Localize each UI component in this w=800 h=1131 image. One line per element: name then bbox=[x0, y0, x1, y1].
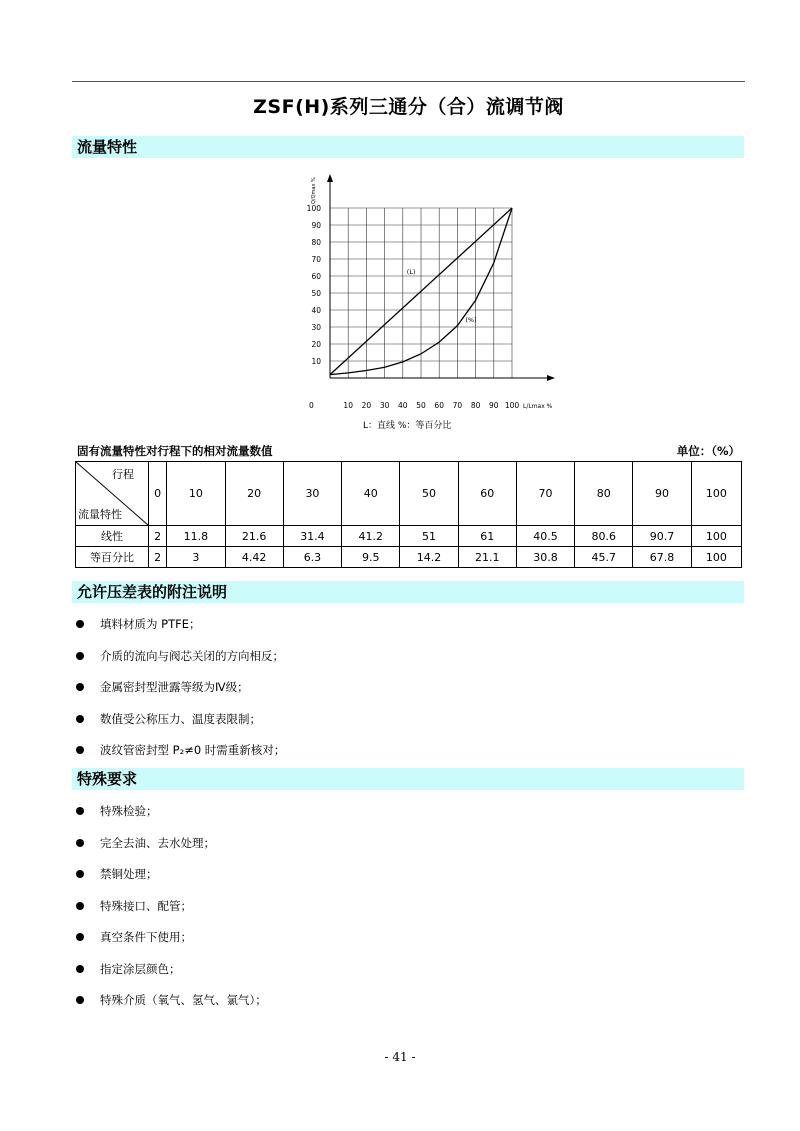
x-axis-arrow-icon bbox=[547, 375, 555, 381]
y-tick-label: 50 bbox=[311, 289, 321, 298]
special-requirement-item-text: 完全去油、去水处理； bbox=[100, 835, 215, 850]
y-tick-label: 80 bbox=[311, 238, 321, 247]
bullet-icon bbox=[76, 620, 84, 628]
table-cell: 45.7 bbox=[575, 547, 633, 568]
y-tick-label: 30 bbox=[311, 323, 321, 332]
corner-bottom-label: 流量特性 bbox=[78, 508, 122, 521]
row-label: 线性 bbox=[76, 526, 149, 547]
x-tick-label: 30 bbox=[379, 401, 390, 410]
section-flow-characteristics: 流量特性 bbox=[72, 136, 744, 158]
x-tick-label: 50 bbox=[416, 401, 426, 410]
bullet-icon bbox=[76, 870, 84, 878]
special-requirement-item bbox=[76, 804, 267, 836]
special-requirement-item-text: 真空条件下使用； bbox=[100, 930, 192, 944]
bullet-icon bbox=[76, 715, 84, 723]
table-cell: 31.4 bbox=[283, 526, 341, 547]
stroke-header-cell: 80 bbox=[575, 462, 633, 526]
pressure-note-item bbox=[76, 680, 285, 712]
pressure-note-item bbox=[76, 649, 285, 681]
bullet-icon bbox=[76, 965, 84, 973]
x-tick-label: 100 bbox=[504, 401, 520, 410]
bullet-icon bbox=[76, 933, 84, 941]
table-cell: 2 bbox=[149, 526, 167, 547]
bullet-icon bbox=[76, 652, 84, 660]
stroke-header-cell: 30 bbox=[283, 462, 341, 526]
special-requirement-item bbox=[76, 930, 267, 962]
table-unit: 单位：（%） bbox=[676, 444, 740, 458]
stroke-header-cell: 70 bbox=[516, 462, 574, 526]
series-label-linear: (L) bbox=[406, 268, 416, 276]
special-requirement-item bbox=[76, 836, 267, 868]
y-tick-label: 100 bbox=[306, 204, 321, 213]
y-tick-label: 40 bbox=[311, 306, 321, 315]
table-cell: 6.3 bbox=[283, 547, 341, 568]
x-tick-label: 70 bbox=[452, 401, 463, 410]
table-cell: 2 bbox=[149, 547, 167, 568]
table-cell: 41.2 bbox=[342, 526, 400, 547]
series-label-equal-percentage: (%) bbox=[465, 315, 477, 324]
x-tick-label: 80 bbox=[470, 401, 481, 410]
chart-legend: L：直线 %：等百分比 bbox=[363, 421, 452, 431]
bullet-icon bbox=[76, 807, 84, 815]
pressure-notes-list bbox=[76, 617, 285, 775]
table-cell: 21.6 bbox=[225, 526, 283, 547]
special-requirements-list bbox=[76, 804, 267, 1025]
y-axis-arrow-icon bbox=[327, 174, 333, 182]
table-cell: 11.8 bbox=[167, 526, 225, 547]
table-cell: 3 bbox=[167, 547, 225, 568]
origin-label: 0 bbox=[309, 401, 314, 410]
page-title: ZSF(H)系列三通分（合）流调节阀 bbox=[253, 96, 564, 118]
y-tick-label: 10 bbox=[311, 357, 321, 366]
x-tick-label: 40 bbox=[398, 401, 408, 410]
y-tick-label: 20 bbox=[311, 340, 321, 349]
pressure-note-item-text: 波纹管密封型 P₂≠0 时需重新核对； bbox=[100, 743, 286, 757]
pressure-note-item-text: 介质的流向与阀芯关闭的方向相反； bbox=[100, 648, 284, 663]
table-cell: 100 bbox=[691, 526, 741, 547]
table-cell: 40.5 bbox=[516, 526, 574, 547]
section-pressure-notes: 允许压差表的附注说明 bbox=[72, 581, 744, 603]
x-tick-label: 10 bbox=[343, 401, 353, 410]
y-tick-label: 90 bbox=[311, 221, 321, 230]
special-requirement-item bbox=[76, 899, 267, 931]
stroke-header-cell: 90 bbox=[633, 462, 691, 526]
x-axis-label: L/Lmax % bbox=[523, 403, 553, 410]
y-axis-label: Q/Qmax % bbox=[311, 177, 317, 204]
row-label: 等百分比 bbox=[76, 547, 149, 568]
special-requirement-item-text: 禁铜处理； bbox=[100, 867, 158, 881]
bullet-icon bbox=[76, 996, 84, 1004]
section-special-requirements: 特殊要求 bbox=[72, 768, 744, 790]
table-cell: 4.42 bbox=[225, 547, 283, 568]
table-caption: 固有流量特性对行程下的相对流量数值 bbox=[77, 444, 273, 458]
stroke-header-cell: 10 bbox=[167, 462, 225, 526]
flow-characteristic-chart bbox=[295, 172, 565, 437]
stroke-header-cell: 20 bbox=[225, 462, 283, 526]
special-requirement-item bbox=[76, 962, 267, 994]
table-cell: 67.8 bbox=[633, 547, 691, 568]
corner-top-label: 行程 bbox=[112, 468, 134, 481]
stroke-header-cell: 50 bbox=[400, 462, 458, 526]
table-cell: 80.6 bbox=[575, 526, 633, 547]
stroke-header-cell: 60 bbox=[458, 462, 516, 526]
table-row-linear bbox=[76, 526, 742, 547]
flow-values-table bbox=[75, 461, 742, 568]
stroke-header-cell: 100 bbox=[691, 462, 741, 526]
table-cell: 14.2 bbox=[400, 547, 458, 568]
special-requirement-item-text: 特殊接口、配管； bbox=[100, 898, 192, 913]
table-row-equal-percentage bbox=[76, 547, 742, 568]
special-requirement-item-text: 指定涂层颜色； bbox=[100, 961, 181, 976]
pressure-note-item bbox=[76, 617, 285, 649]
y-tick-label: 70 bbox=[311, 255, 321, 264]
page-number: - 41 - bbox=[384, 1050, 416, 1064]
table-cell: 30.8 bbox=[516, 547, 574, 568]
pressure-note-item bbox=[76, 712, 285, 744]
table-cell: 90.7 bbox=[633, 526, 691, 547]
special-requirement-item-text: 特殊检验； bbox=[100, 804, 158, 818]
special-requirement-item-text: 特殊介质（氧气、氢气、氯气）； bbox=[100, 993, 267, 1007]
table-cell: 21.1 bbox=[458, 547, 516, 568]
stroke-header-cell: 0 bbox=[149, 462, 167, 526]
stroke-header-cell: 40 bbox=[342, 462, 400, 526]
special-requirement-item bbox=[76, 867, 267, 899]
pressure-note-item-text: 数值受公称压力、温度表限制； bbox=[100, 711, 261, 726]
chart-svg bbox=[295, 172, 565, 437]
pressure-note-item-text: 填料材质为 PTFE； bbox=[100, 617, 201, 631]
x-tick-label: 60 bbox=[434, 401, 444, 410]
x-tick-label: 90 bbox=[489, 401, 499, 410]
table-header-row bbox=[76, 462, 742, 526]
x-tick-label: 20 bbox=[361, 401, 372, 410]
table-caption-row bbox=[77, 443, 740, 459]
table-cell: 9.5 bbox=[342, 547, 400, 568]
bullet-icon bbox=[76, 683, 84, 691]
table-corner-cell bbox=[76, 462, 149, 526]
y-tick-label: 60 bbox=[311, 272, 321, 281]
table-cell: 61 bbox=[458, 526, 516, 547]
bullet-icon bbox=[76, 746, 84, 754]
table-cell: 100 bbox=[691, 547, 741, 568]
top-rule bbox=[72, 81, 745, 82]
special-requirement-item bbox=[76, 993, 267, 1025]
bullet-icon bbox=[76, 902, 84, 910]
bullet-icon bbox=[76, 839, 84, 847]
pressure-note-item-text: 金属密封型泄露等级为Ⅳ级； bbox=[100, 680, 249, 694]
table-cell: 51 bbox=[400, 526, 458, 547]
